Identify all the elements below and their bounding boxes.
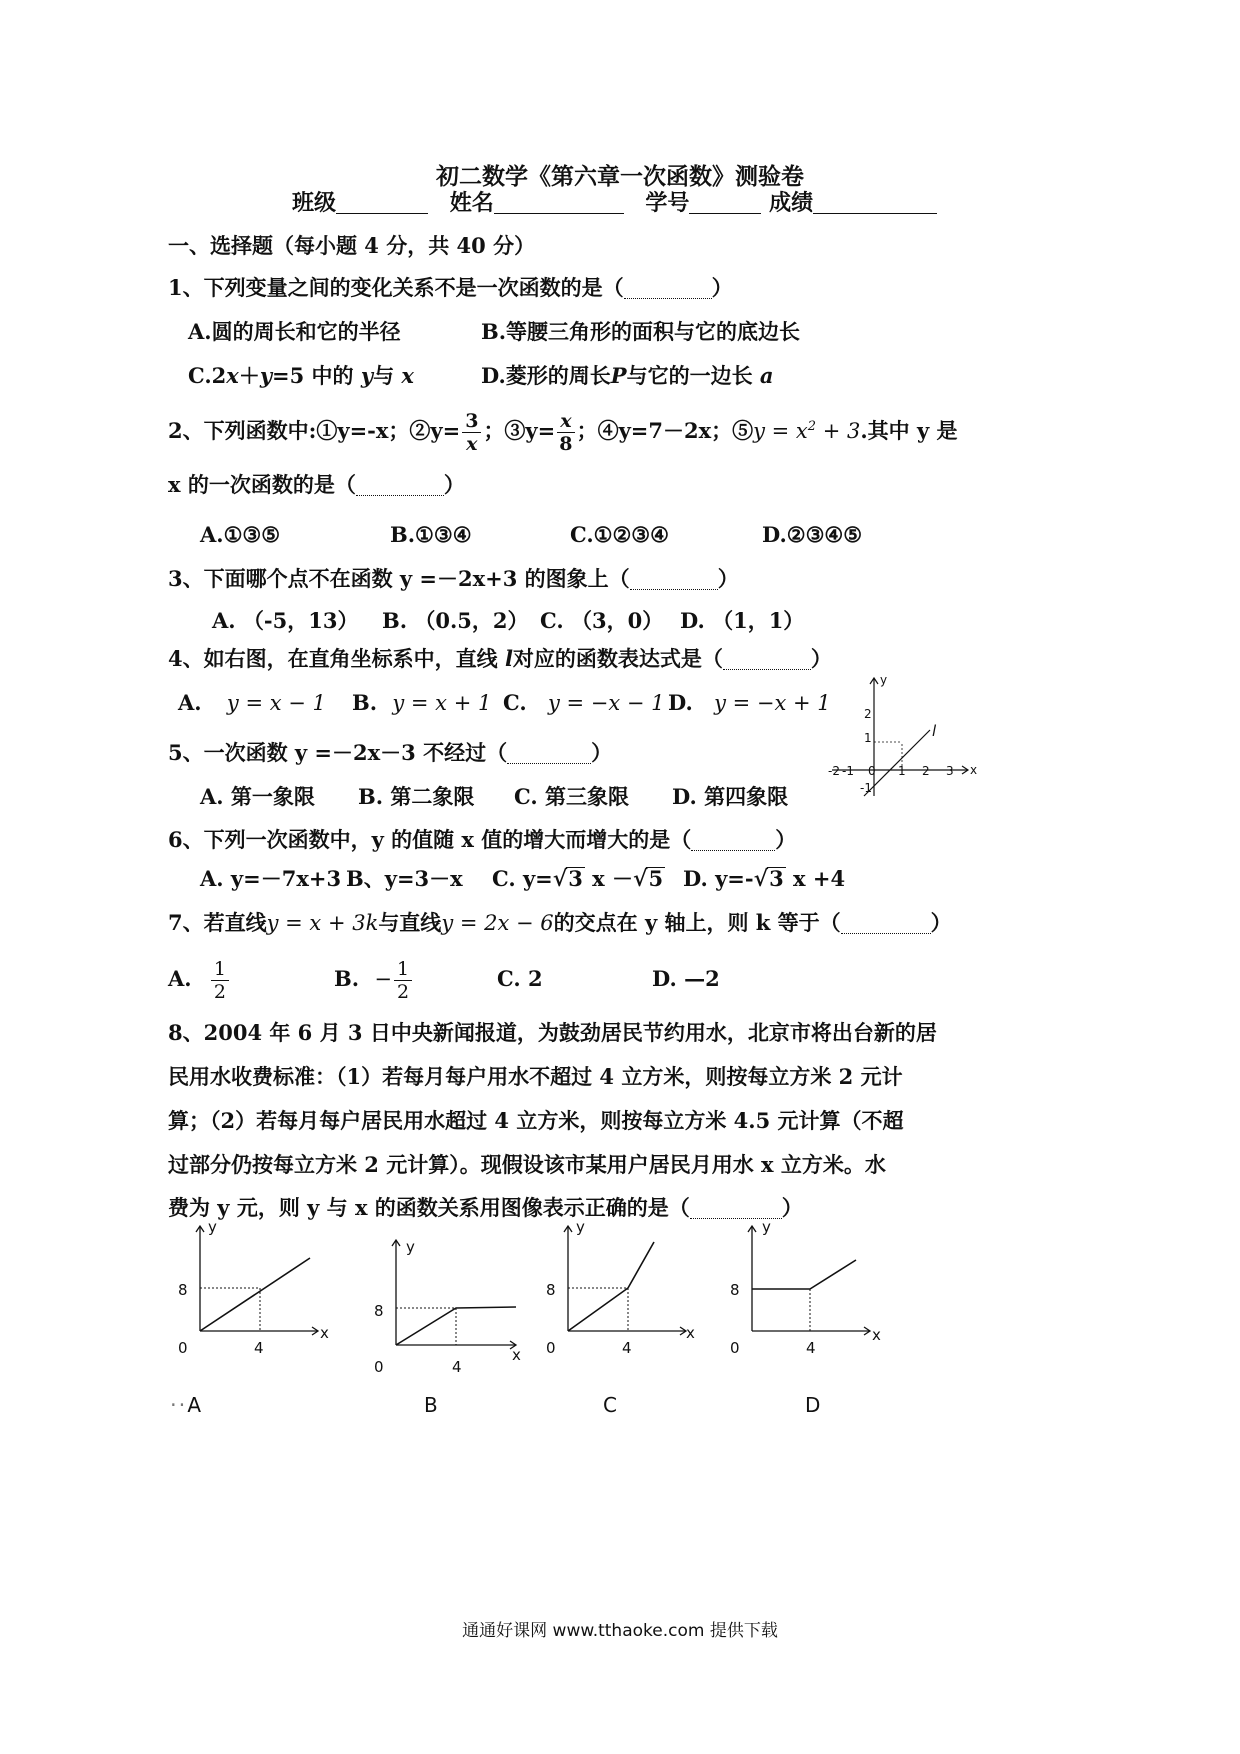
y-tick-label: -1 — [860, 781, 872, 795]
question-5-text: 5、一次函数 y =－2x－3 不经过（ — [168, 740, 508, 765]
question-7-option-a — [168, 956, 231, 1003]
question-7-text-1: 7、若直线 — [168, 910, 267, 935]
radicand: 3 — [568, 866, 583, 891]
question-2-option-c: C.①②③④ — [570, 522, 669, 547]
question-6-option-d — [683, 864, 845, 894]
question-5-option-d: D. 第四象限 — [672, 784, 789, 809]
class-field[interactable] — [336, 191, 428, 214]
axis-label-y: y — [880, 673, 888, 687]
radicand: 5 — [648, 866, 664, 891]
question-2-text-5: x 的一次函数的是（ — [168, 472, 356, 497]
question-4-option-d-label: D. — [668, 690, 693, 715]
question-6-option-d-suffix: x +4 — [793, 866, 846, 891]
question-2-text-4: .其中 y 是 — [860, 418, 958, 443]
graph-line — [752, 1260, 856, 1289]
question-5-answer-blank[interactable] — [507, 741, 591, 764]
sqrt-icon: √ — [753, 866, 769, 892]
question-1-option-b: B.等腰三角形的面积与它的底边长 — [481, 319, 801, 344]
question-2-stem — [168, 405, 958, 455]
origin-label: 0 — [546, 1339, 556, 1357]
question-7-close: ） — [930, 910, 952, 935]
x-tick-label: 2 — [922, 764, 930, 778]
question-6-answer-blank[interactable] — [691, 828, 775, 851]
axis-label-y: y — [208, 1218, 217, 1236]
class-label: 班级 — [292, 190, 337, 216]
fraction-denominator: x — [466, 433, 478, 455]
question-1-option-c — [188, 361, 414, 391]
question-2-line-2 — [168, 470, 465, 500]
question-3-option-b: B. （0.5，2） — [382, 608, 529, 633]
question-1-option-c-x: x — [226, 363, 239, 388]
question-3-answer-blank[interactable] — [630, 567, 718, 590]
question-2-option-d: D.②③④⑤ — [762, 522, 863, 547]
student-info-row — [292, 188, 937, 218]
function-5 — [753, 419, 860, 443]
question-7-stem — [168, 908, 952, 938]
score-label: 成绩 — [769, 190, 814, 216]
question-4-stem — [168, 644, 832, 674]
fraction-x-over-8 — [557, 410, 574, 455]
question-4-close: ） — [810, 646, 832, 671]
q8-option-b-label: B — [424, 1393, 438, 1417]
x-tick-label: -2 — [828, 764, 840, 778]
q8-option-d-label: D — [805, 1393, 821, 1417]
section-heading: 一、选择题（每小题 4 分，共 40 分） — [168, 233, 536, 258]
number-field[interactable] — [689, 191, 761, 214]
y-tick-label: 1 — [864, 731, 872, 745]
q8-option-c-label: C — [603, 1393, 617, 1417]
question-1-text: 1、下列变量之间的变化关系不是一次函数的是（ — [168, 275, 624, 300]
question-1-option-c-eq: =5 中的 — [272, 363, 354, 388]
axis-label-x: x — [320, 1324, 329, 1342]
fraction-numerator: 1 — [211, 958, 229, 981]
fraction-numerator: 1 — [394, 958, 412, 981]
question-4-text-2: 对应的函数表达式是（ — [512, 646, 723, 671]
fraction-denominator: 2 — [396, 981, 410, 1003]
sqrt-icon: √ — [552, 866, 568, 892]
x-tick-label: 4 — [452, 1358, 462, 1376]
function-5-base: y = x — [753, 419, 808, 443]
axis-label-x: x — [872, 1326, 881, 1344]
question-8-line-4: 过部分仍按每立方米 2 元计算）。现假设该市某用户居民月用水 x 立方米。水 — [168, 1152, 886, 1177]
page-title: 初二数学《第六章一次函数》测验卷 — [436, 163, 804, 190]
question-3-option-c: C. （3，0） — [540, 608, 664, 633]
question-6-option-a: A. y=－7x+3 — [200, 866, 342, 891]
question-8-line-3: 算；（2）若每月每户居民用水超过 4 立方米，则按每立方米 4.5 元计算（不超 — [168, 1108, 904, 1133]
question-1-answer-blank[interactable] — [624, 276, 712, 299]
question-1-option-c-y: y — [259, 363, 273, 388]
question-1-close: ） — [711, 275, 733, 300]
question-7-option-a-label: A. — [168, 966, 192, 991]
fraction-numerator: x — [557, 410, 574, 433]
question-5-stem — [168, 738, 612, 768]
score-field[interactable] — [813, 191, 937, 214]
q8-option-row: ··A — [170, 1393, 202, 1417]
q8-graph-c — [538, 1218, 708, 1368]
x-tick-label: 4 — [806, 1339, 816, 1357]
question-7-option-d: D. —2 — [652, 966, 720, 991]
fraction-3-over-x — [462, 410, 481, 455]
minus-sign: − — [374, 967, 392, 991]
function-5-exponent: 2 — [807, 419, 817, 434]
question-4-option-c — [503, 688, 665, 718]
question-7-text-3: 的交点在 y 轴上，则 k 等于（ — [553, 910, 841, 935]
question-4-coordinate-graph — [826, 672, 976, 802]
x-tick-label: 3 — [946, 764, 954, 778]
question-6-option-c-mid: x － — [592, 866, 634, 891]
x-tick-label: -1 — [842, 764, 854, 778]
fraction-one-half — [394, 958, 412, 1003]
fraction-denominator: 8 — [559, 433, 573, 455]
question-3-stem — [168, 564, 739, 594]
question-6-option-b: B、y=3－x — [346, 866, 463, 891]
question-4-text-1: 4、如右图，在直角坐标系中，直线 — [168, 646, 498, 671]
axis-label-y: y — [406, 1238, 415, 1256]
question-2-text-3: ；④y=7－2x；⑤ — [576, 418, 754, 443]
question-7-expression-1: y = x + 3k — [266, 911, 379, 935]
question-8-close: ） — [781, 1195, 803, 1220]
question-1-stem — [168, 273, 733, 303]
question-2-answer-blank[interactable] — [356, 473, 444, 496]
question-4-option-d — [668, 688, 831, 718]
question-1-option-d — [481, 361, 774, 391]
fraction-numerator: 3 — [462, 410, 481, 433]
question-1-option-c-plus: ＋ — [238, 363, 260, 388]
question-2-option-a: A.①③⑤ — [200, 522, 281, 547]
graph-line — [568, 1242, 654, 1331]
question-3-close: ） — [717, 566, 739, 591]
y-tick-label: 8 — [546, 1281, 556, 1299]
question-6-close: ） — [775, 827, 797, 852]
x-tick-label: 4 — [254, 1339, 264, 1357]
question-4-option-a-expr: y = x − 1 — [226, 691, 326, 715]
question-7-option-b-label: B. — [334, 966, 360, 991]
function-5-tail: + 3 — [816, 419, 861, 443]
question-4-option-d-expr: y = −x + 1 — [714, 691, 831, 715]
line-l-label: l — [932, 722, 937, 740]
question-2-option-b: B.①③④ — [390, 522, 472, 547]
question-2-text-1: 2、下列函数中:①y=-x；②y= — [168, 418, 461, 443]
question-8-text-5: 费为 y 元，则 y 与 x 的函数关系用图像表示正确的是（ — [168, 1195, 690, 1220]
question-5-option-a: A. 第一象限 — [200, 784, 315, 809]
question-1-option-c-with: 与 — [373, 363, 395, 388]
question-7-text-2: 与直线 — [378, 910, 442, 935]
q8-graph-b — [366, 1232, 536, 1382]
question-1-option-a: A.圆的周长和它的半径 — [188, 319, 401, 344]
question-4-option-a-label: A. — [178, 690, 202, 715]
question-5-option-b: B. 第二象限 — [358, 784, 475, 809]
q8-option-a-label: A — [187, 1393, 202, 1417]
sqrt-icon: √ — [633, 866, 648, 892]
x-tick-label: 1 — [898, 764, 906, 778]
question-4-option-b — [352, 688, 491, 718]
question-8-line-2: 民用水收费标准：（1）若每月每户用水不超过 4 立方米，则按每立方米 2 元计 — [168, 1064, 903, 1089]
question-7-answer-blank[interactable] — [841, 911, 931, 934]
radicand: 3 — [769, 866, 784, 891]
question-6-text: 6、下列一次函数中，y 的值随 x 值的增大而增大的是（ — [168, 827, 692, 852]
axis-label-y: y — [576, 1218, 585, 1236]
fraction-one-half — [211, 958, 229, 1003]
question-3-text: 3、下面哪个点不在函数 y =－2x+3 的图象上（ — [168, 566, 630, 591]
question-4-option-c-expr: y = −x − 1 — [547, 691, 665, 715]
question-1-option-d-mid: 与它的一边长 — [626, 363, 753, 388]
question-6-stem — [168, 825, 796, 855]
number-label: 学号 — [645, 190, 690, 216]
question-2-close: ） — [443, 472, 465, 497]
question-6-option-d-prefix: D. y=- — [683, 866, 754, 891]
question-1-option-d-p: P — [610, 363, 627, 388]
origin-label: 0 — [178, 1339, 188, 1357]
question-5-close: ） — [591, 740, 613, 765]
axis-label-x: x — [686, 1324, 695, 1342]
question-6-option-c — [492, 864, 665, 894]
question-4-option-a — [178, 688, 326, 718]
footer-credit: 通通好课网 www.tthaoke.com 提供下载 — [462, 1621, 778, 1641]
question-4-option-b-label: B. — [352, 690, 378, 715]
x-tick-label: 4 — [622, 1339, 632, 1357]
question-4-option-c-label: C. — [503, 690, 527, 715]
question-6-option-c-prefix: C. y= — [492, 866, 553, 891]
question-1-option-d-prefix: D.菱形的周长 — [481, 363, 611, 388]
question-5-option-c: C. 第三象限 — [514, 784, 629, 809]
question-4-option-b-expr: y = x + 1 — [392, 691, 492, 715]
question-1-option-d-a: a — [759, 363, 774, 388]
question-1-option-c-prefix: C.2 — [188, 363, 227, 388]
axis-label-x: x — [970, 763, 978, 777]
axis-label-y: y — [762, 1218, 771, 1236]
question-7-option-b — [334, 956, 414, 1003]
question-3-option-a: A. （-5，13） — [212, 608, 359, 633]
x-tick-label: 0 — [868, 764, 876, 778]
y-tick-label: 8 — [178, 1281, 188, 1299]
question-1-option-c-x2: x — [401, 363, 414, 388]
q8-graph-a — [170, 1218, 340, 1368]
question-7-expression-2: y = 2x − 6 — [441, 911, 554, 935]
graph-line — [200, 1258, 310, 1331]
y-tick-label: 2 — [864, 707, 872, 721]
y-tick-label: 8 — [730, 1281, 740, 1299]
question-8-line-1: 8、2004 年 6 月 3 日中央新闻报道，为鼓劲居民节约用水，北京市将出台新的居 — [168, 1020, 937, 1045]
name-label: 姓名 — [449, 190, 494, 216]
origin-label: 0 — [374, 1358, 384, 1376]
question-8-answer-blank[interactable] — [690, 1196, 782, 1219]
question-3-option-d: D. （1，1） — [680, 608, 805, 633]
origin-label: 0 — [730, 1339, 740, 1357]
question-7-option-c: C. 2 — [497, 966, 543, 991]
name-field[interactable] — [494, 191, 624, 214]
question-4-answer-blank[interactable] — [723, 647, 811, 670]
axis-label-x: x — [512, 1346, 521, 1364]
question-4-line-l: l — [504, 646, 513, 671]
question-1-option-c-y2: y — [360, 363, 374, 388]
y-tick-label: 8 — [374, 1302, 384, 1320]
fraction-denominator: 2 — [213, 981, 227, 1003]
q8-graph-d — [722, 1218, 892, 1368]
question-2-text-2: ；③y= — [483, 418, 556, 443]
